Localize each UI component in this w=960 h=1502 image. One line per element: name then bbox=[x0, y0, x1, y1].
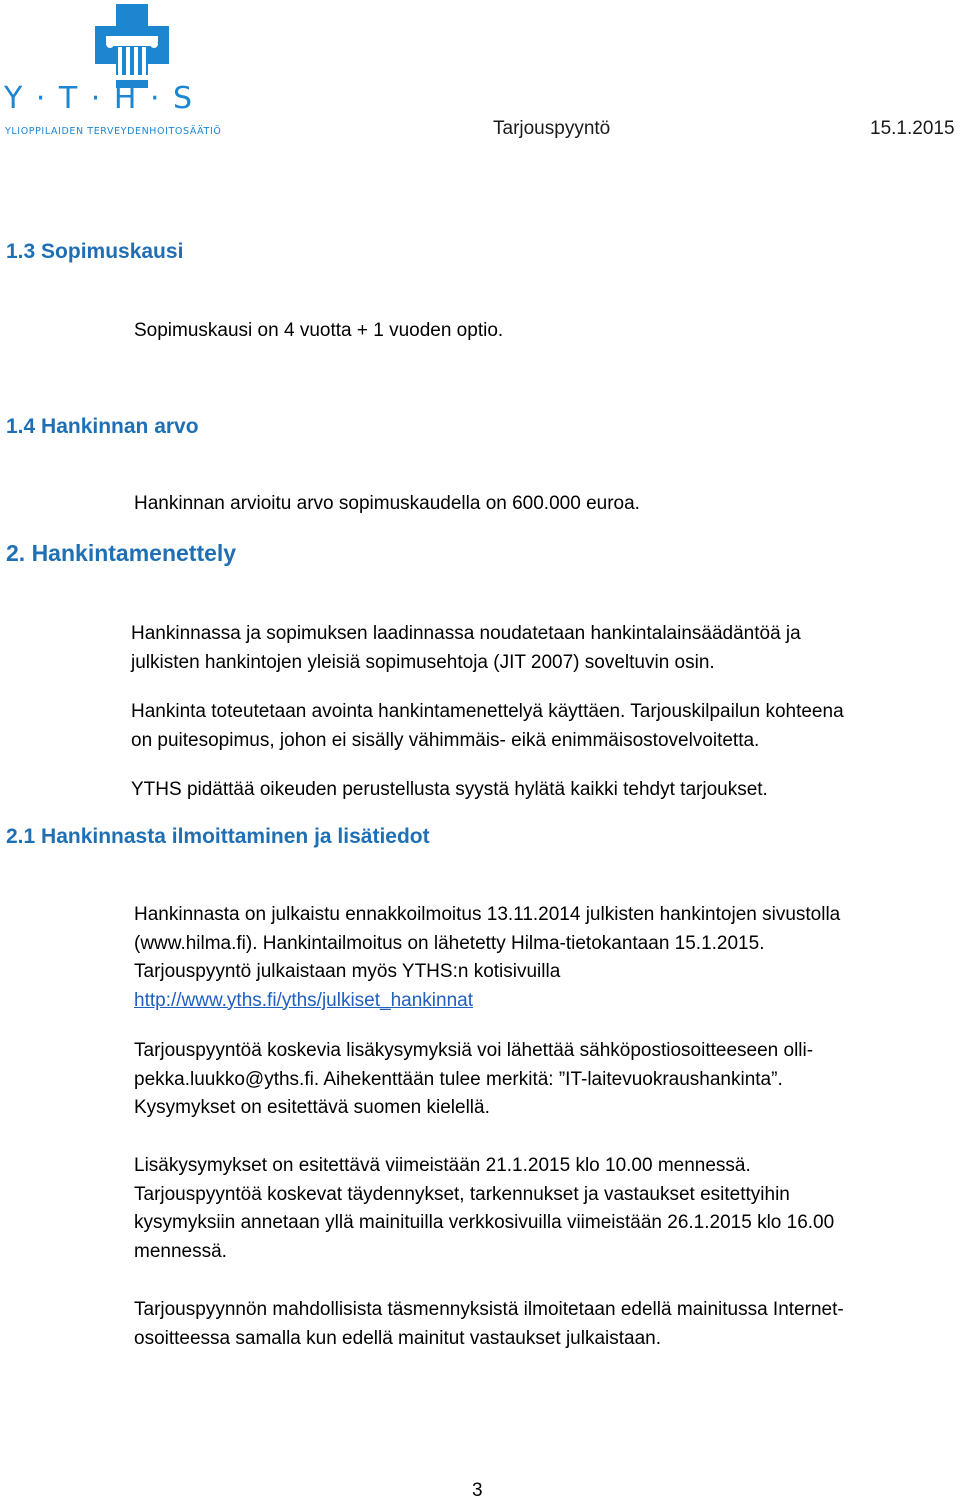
paragraph-open-procedure bbox=[131, 698, 844, 755]
text-line: mennessä. bbox=[134, 1240, 227, 1262]
paragraph-procurement-value: Hankinnan arvioitu arvo sopimuskaudella on 600.000 euroa. bbox=[134, 493, 640, 514]
logo-letters: Y · T · H · S bbox=[4, 81, 195, 116]
text-line: Tarjouspyyntö julkaistaan myös YTHS:n kotisivuilla bbox=[134, 961, 561, 982]
heading-1-3: 1.3 Sopimuskausi bbox=[6, 240, 184, 263]
heading-2-1: 2.1 Hankinnasta ilmoittaminen ja lisätiedot bbox=[6, 825, 430, 848]
text-line: Kysymykset on esitettävä suomen kielellä. bbox=[134, 1097, 490, 1118]
text-line: (www.hilma.fi). Hankintailmoitus on lähetetty Hilma-tietokantaan 15.1.2015. bbox=[134, 932, 765, 954]
text-line: Hankinta toteutetaan avointa hankintamenettelyä käyttäen. Tarjouskilpailun kohteena bbox=[131, 701, 844, 722]
text-line: pekka.luukko@yths.fi. Aihekenttään tulee merkitä: ”IT-laitevuokraushankinta”. bbox=[134, 1068, 783, 1090]
paragraph-legislation bbox=[131, 620, 801, 677]
paragraph-reject-right: YTHS pidättää oikeuden perustellusta syystä hylätä kaikki tehdyt tarjoukset. bbox=[131, 779, 768, 800]
heading-2: 2. Hankintamenettely bbox=[6, 540, 237, 566]
text-line: Hankinnassa ja sopimuksen laadinnassa noudatetaan hankintalainsäädäntöä ja bbox=[131, 623, 801, 644]
yths-logo bbox=[0, 0, 262, 140]
yths-procurement-link[interactable]: http://www.yths.fi/yths/julkiset_hankinnat bbox=[134, 989, 473, 1011]
paragraph-contract-period: Sopimuskausi on 4 vuotta + 1 vuoden optio. bbox=[134, 320, 504, 341]
paragraph-questions bbox=[134, 1037, 813, 1123]
paragraph-notice bbox=[134, 901, 840, 1015]
paragraph-clarifications bbox=[134, 1296, 844, 1353]
header-date: 15.1.2015 bbox=[870, 118, 955, 139]
page-number: 3 bbox=[472, 1480, 483, 1501]
text-line: julkisten hankintojen yleisiä sopimusehtoja (JIT 2007) soveltuvin osin. bbox=[131, 651, 715, 673]
header-title: Tarjouspyyntö bbox=[493, 118, 611, 139]
text-line: Tarjouspyyntöä koskevia lisäkysymyksiä voi lähettää sähköpostiosoitteeseen olli- bbox=[134, 1040, 814, 1061]
text-line: Lisäkysymykset on esitettävä viimeistään 21.1.2015 klo 10.00 mennessä. bbox=[134, 1155, 751, 1176]
text-line: Hankinnasta on julkaistu ennakkoilmoitus 13.11.2014 julkisten hankintojen sivustolla bbox=[134, 904, 841, 925]
text-line: on puitesopimus, johon ei sisälly vähimmäis- eikä enimmäisostovelvoitetta. bbox=[131, 729, 760, 751]
text-line: Tarjouspyyntöä koskevat täydennykset, tarkennukset ja vastaukset esitettyihin bbox=[134, 1183, 790, 1205]
paragraph-deadlines bbox=[134, 1152, 834, 1266]
heading-1-4: 1.4 Hankinnan arvo bbox=[6, 415, 199, 438]
text-line: Tarjouspyynnön mahdollisista täsmennyksistä ilmoitetaan edellä mainitussa Internet- bbox=[134, 1299, 844, 1320]
logo-subtitle: YLIOPPILAIDEN TERVEYDENHOITOSÄÄTIÖ bbox=[5, 126, 222, 137]
text-line: kysymyksiin annetaan yllä mainituilla verkkosivuilla viimeistään 26.1.2015 klo 16.00 bbox=[134, 1212, 835, 1233]
text-line: osoitteessa samalla kun edellä mainitut vastaukset julkaistaan. bbox=[134, 1327, 662, 1349]
